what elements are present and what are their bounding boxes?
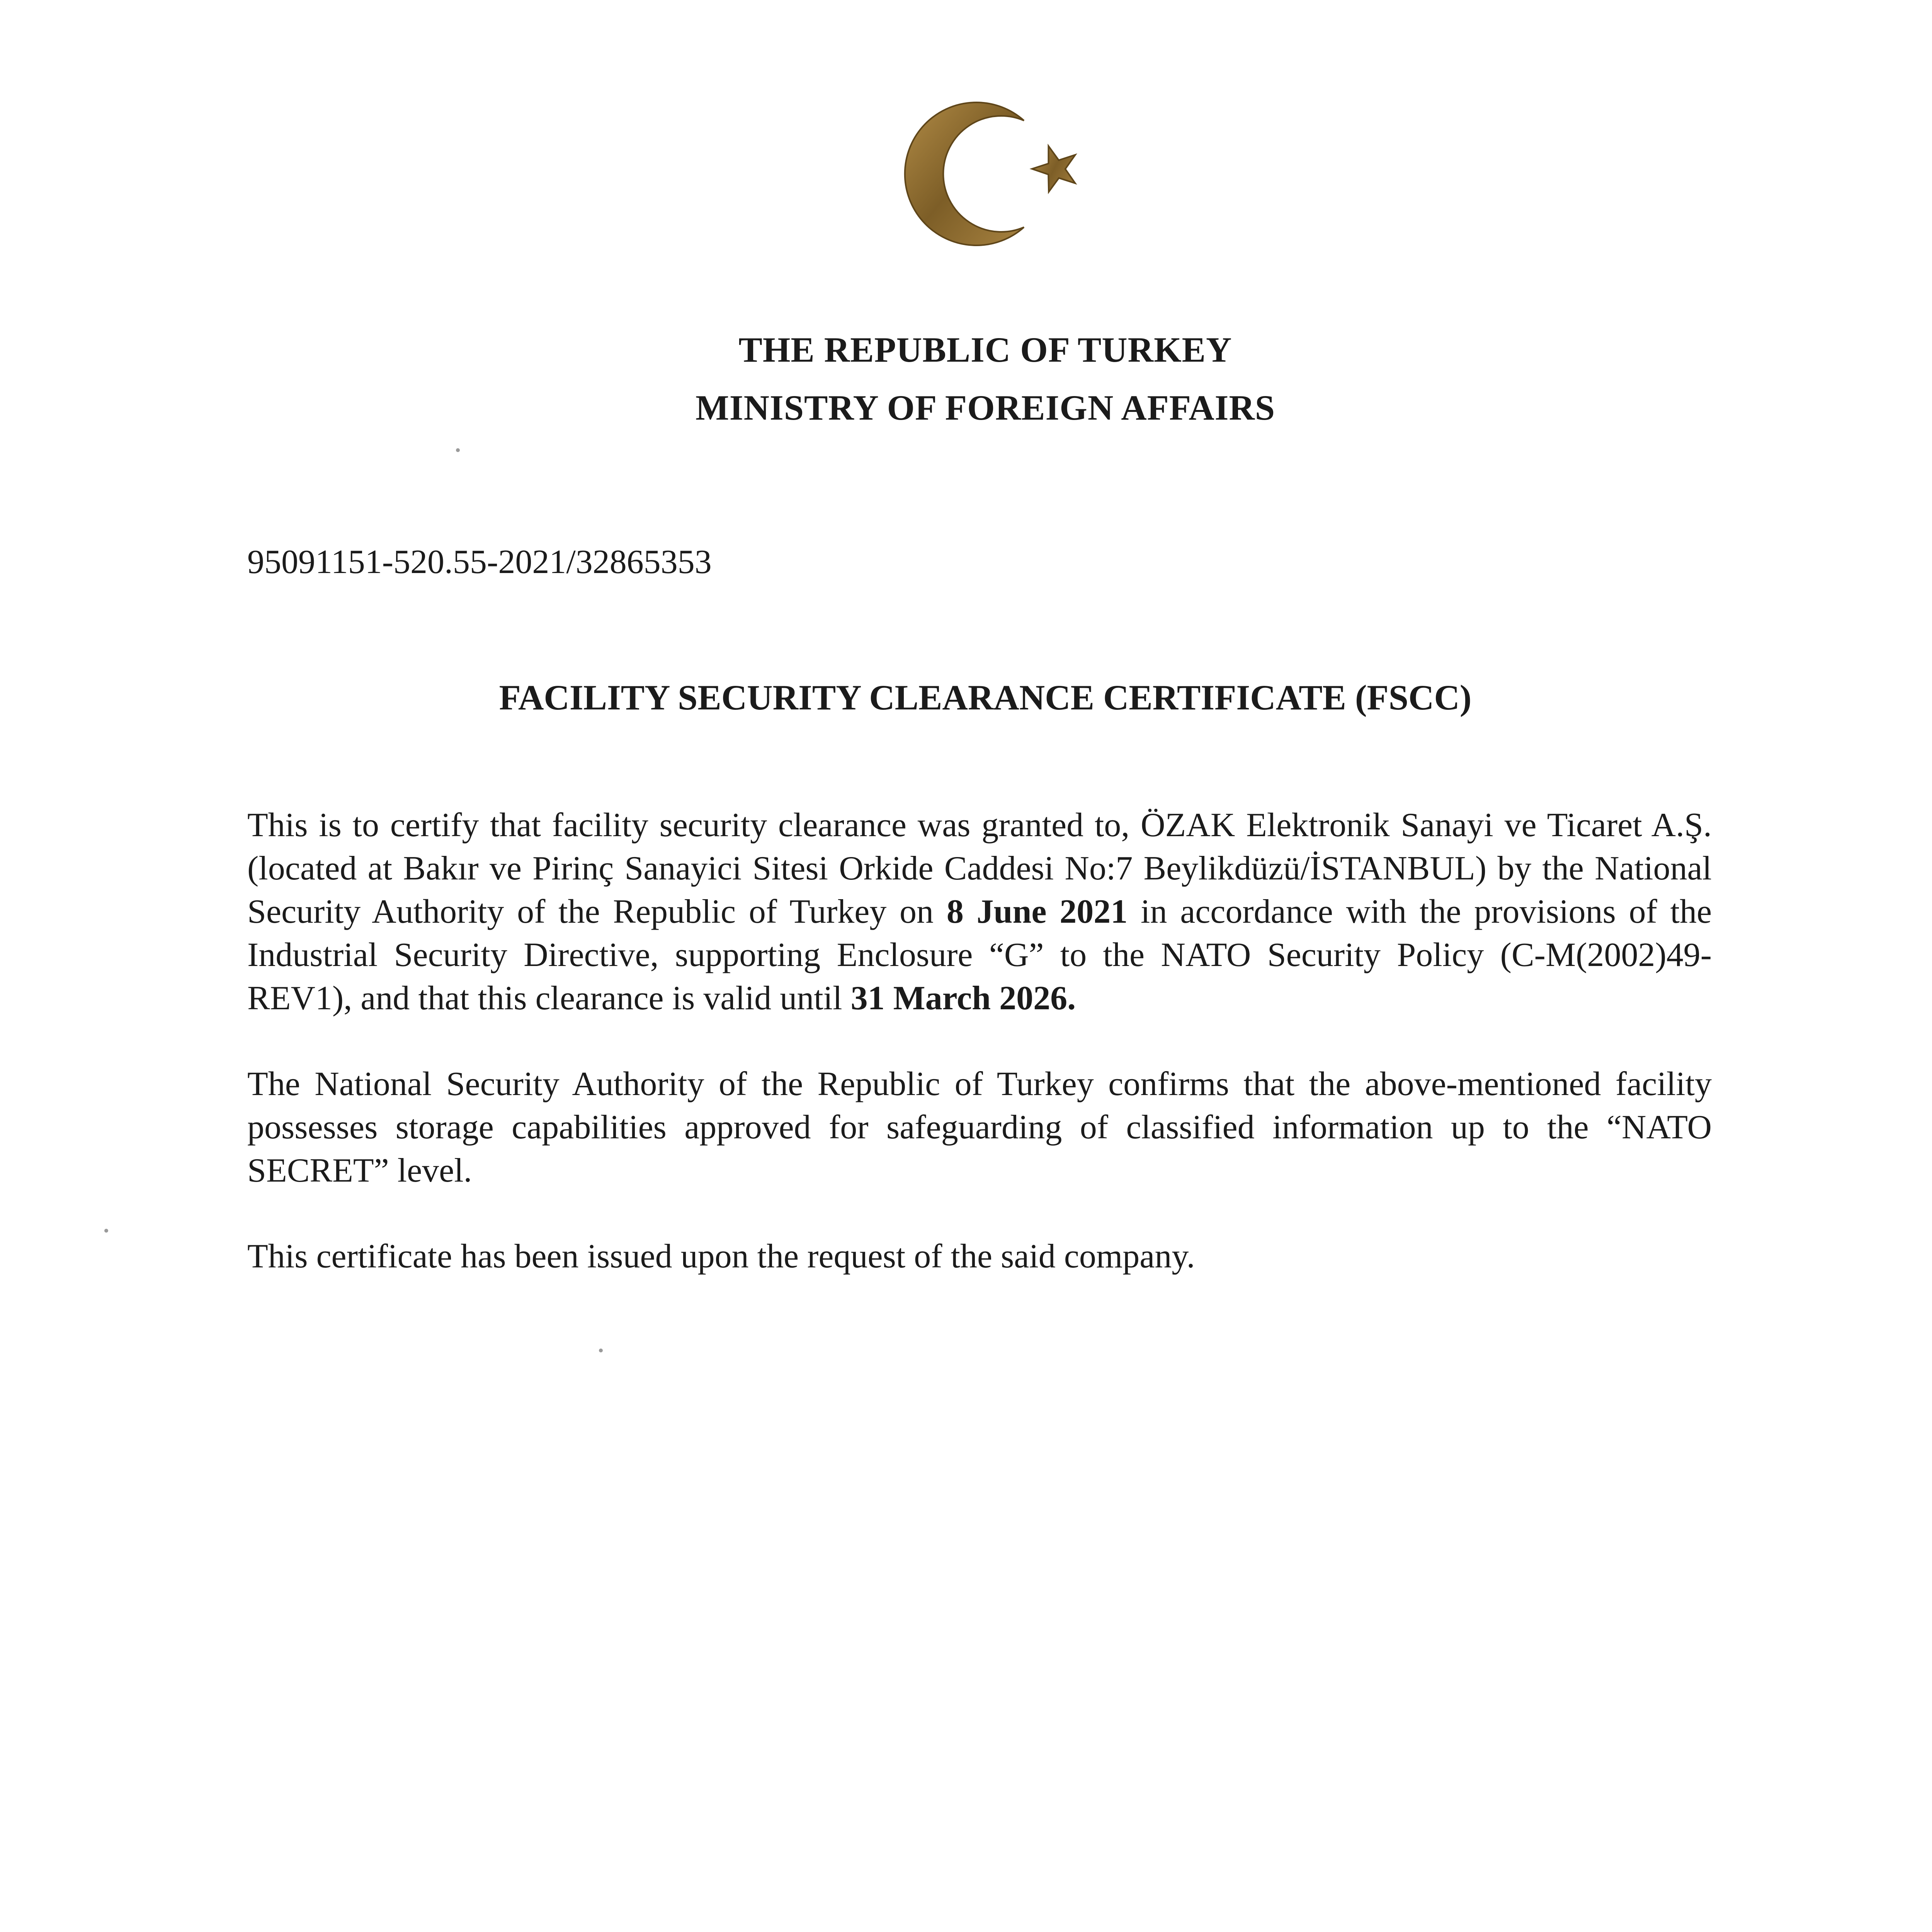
certificate-body <box>247 804 1712 1321</box>
country-heading: THE REPUBLIC OF TURKEY <box>738 330 1232 369</box>
grant-date: 8 June 2021 <box>946 893 1128 930</box>
reference-number: 95091151-520.55-2021/32865353 <box>247 543 712 581</box>
letterhead <box>0 321 1932 437</box>
scan-speck <box>599 1349 603 1352</box>
valid-until-date: 31 March 2026. <box>850 980 1076 1017</box>
certification-text-1: This is to certify that facility security clearance was granted to, ÖZAK Elektronik Sanayi ve Ticaret A.Ş. (located at Bakır ve Pirinç Sanayici Sitesi Orkide Caddesi No:7 Beylikdüzü/İSTANBUL) by the National Security Authority of the Republic of Turkey on <box>247 806 1712 930</box>
issuance-paragraph: This certificate has been issued upon the request of the said company. <box>247 1238 1195 1275</box>
scan-speck <box>104 1229 108 1233</box>
certification-text-2: in accordance with the provisions of the Industrial Security Directive, supporting Enclosure “G” to the NATO Security Policy (C-M(2002)49-REV1), and that this clearance is valid until <box>247 893 1712 1017</box>
storage-paragraph: The National Security Authority of the Republic of Turkey confirms that the above-mentioned facility possesses storage capabilities approved for safeguarding of classified information up to the “NATO SECRET” level. <box>247 1065 1712 1189</box>
scan-speck <box>456 448 460 452</box>
document-title: FACILITY SECURITY CLEARANCE CERTIFICATE (FSCC) <box>499 678 1472 717</box>
ministry-heading: MINISTRY OF FOREIGN AFFAIRS <box>695 388 1276 427</box>
crescent-and-star-icon <box>889 93 1105 255</box>
certification-paragraph <box>247 804 1712 1020</box>
